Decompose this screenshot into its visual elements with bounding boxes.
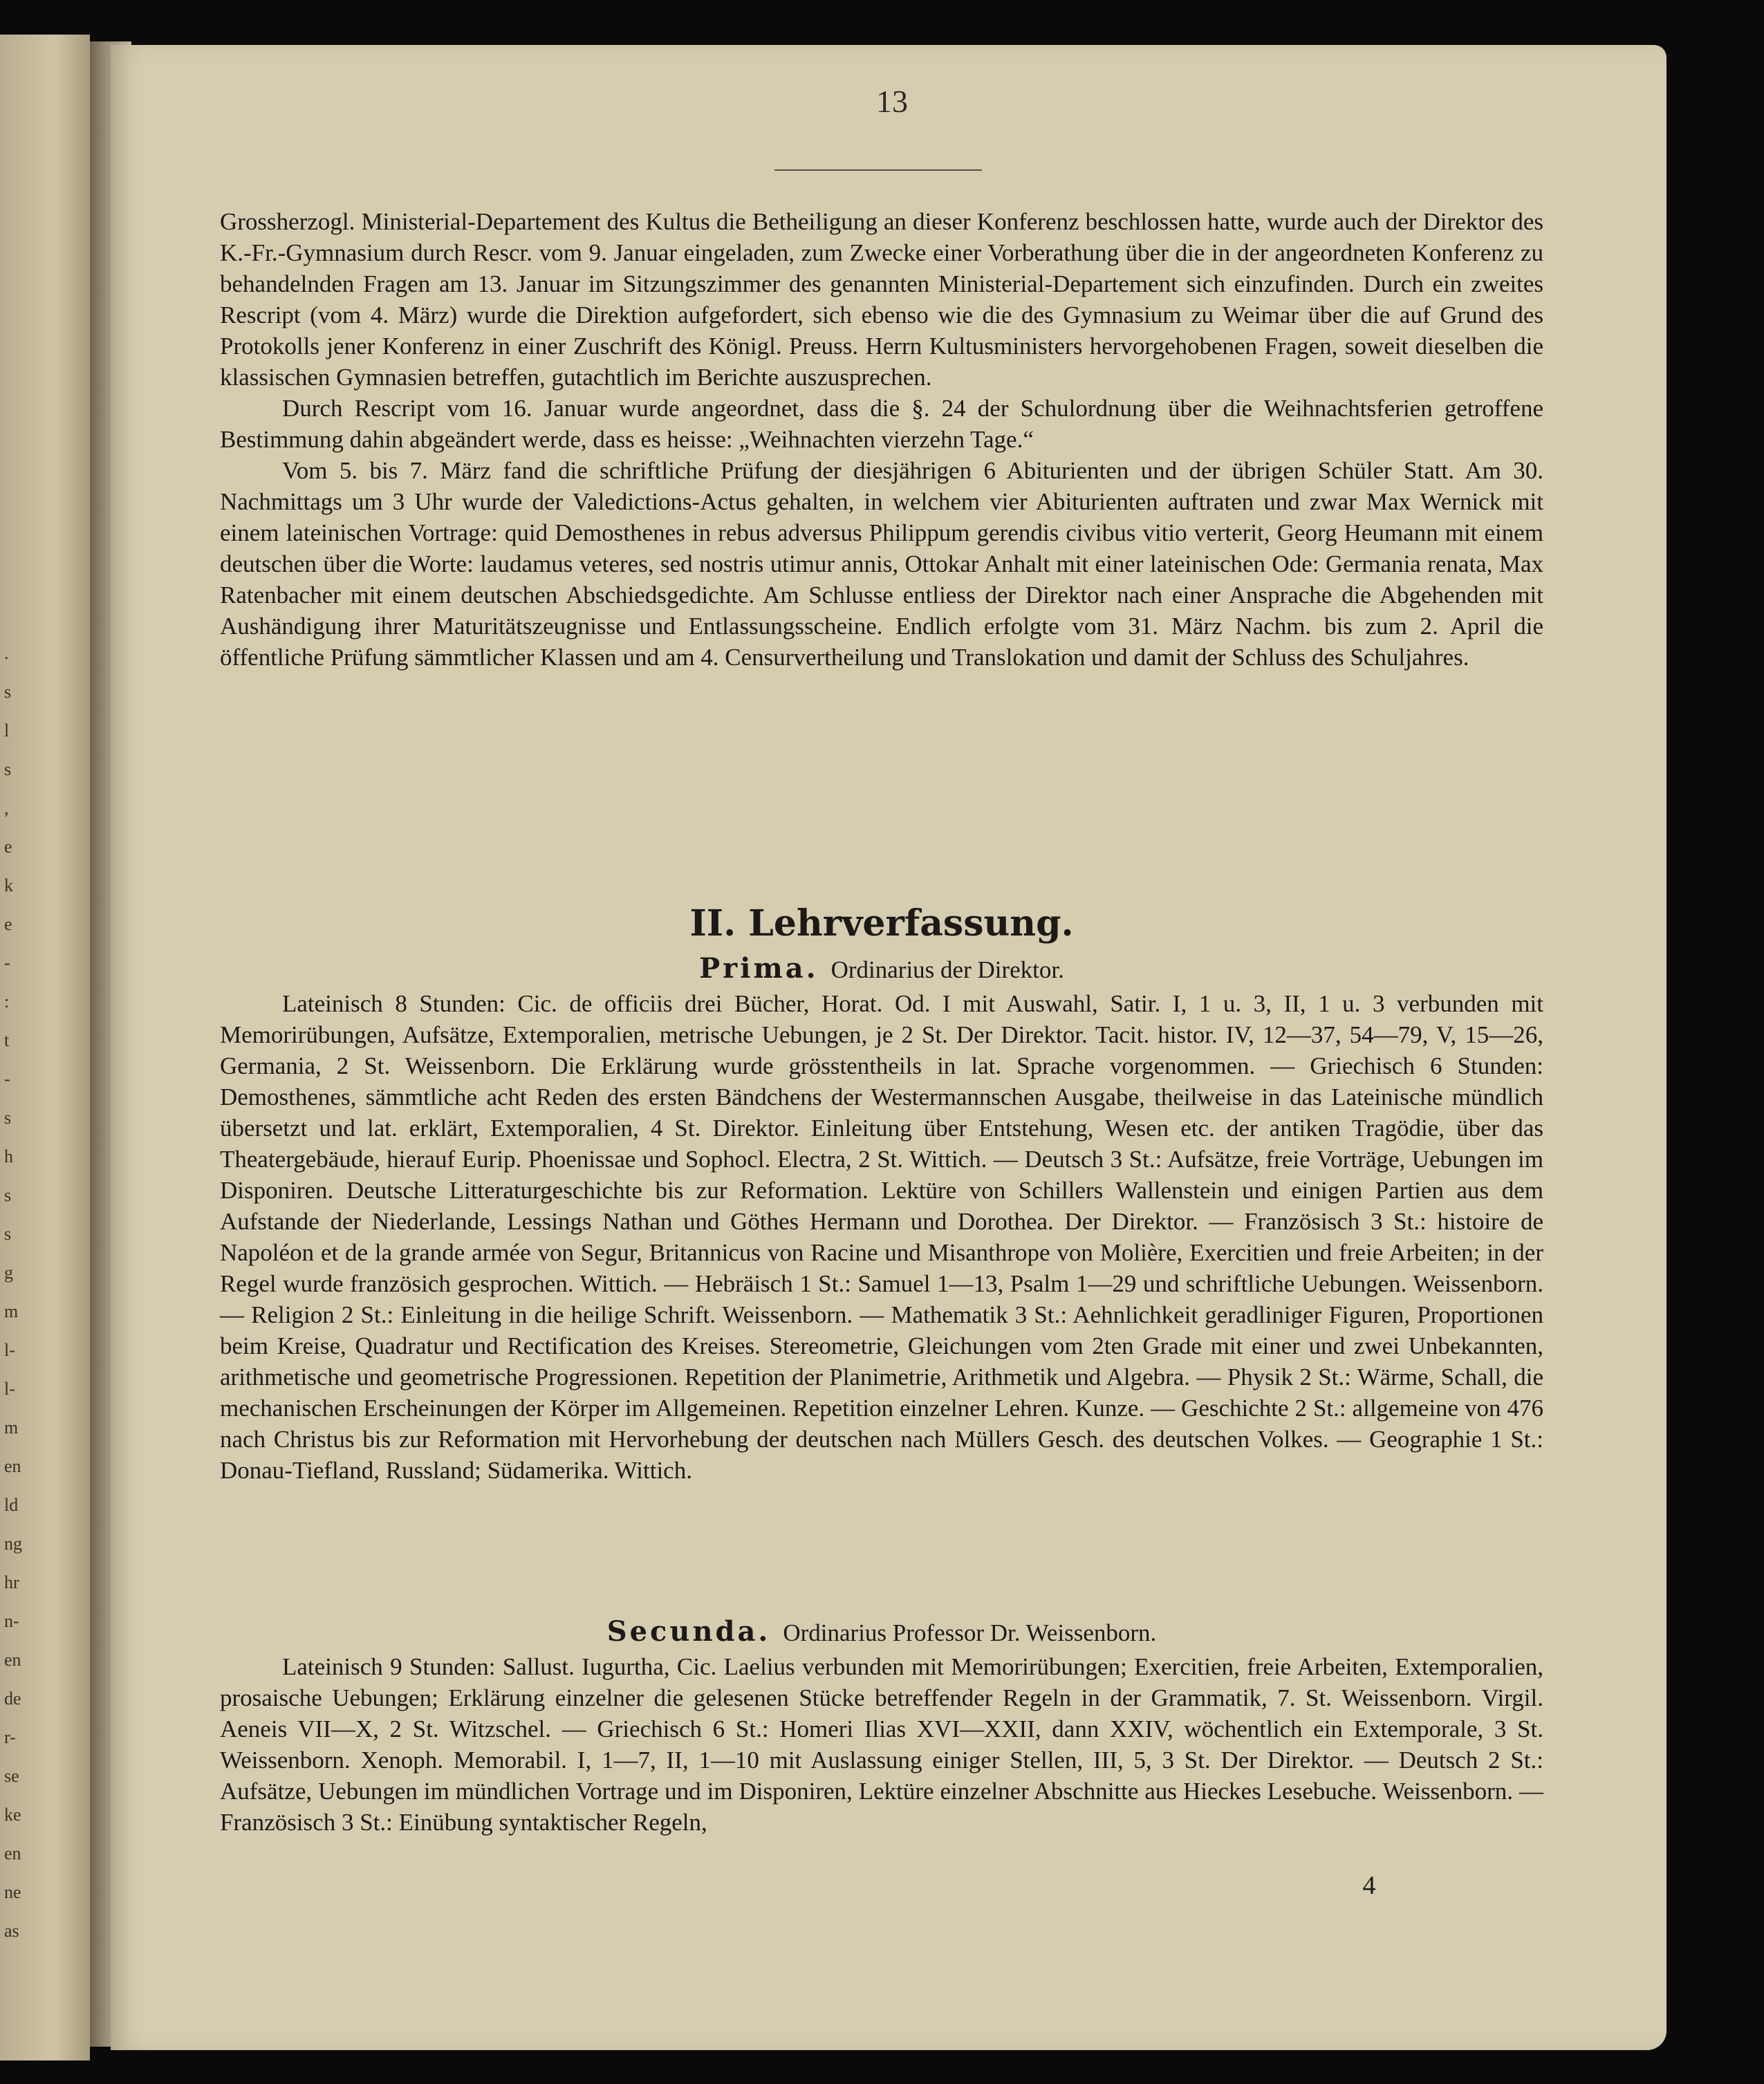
left-fragment: ke [4,1805,21,1825]
left-fragment: n- [4,1611,19,1631]
secunda-ordinarius: Ordinarius Professor Dr. Weissenborn. [783,1619,1157,1646]
left-fragment: e [4,837,12,857]
left-fragment: k [4,875,13,895]
left-facing-page [0,35,90,2060]
left-fragment: m [4,1301,19,1321]
left-fragment: t [4,1030,10,1050]
left-fragment: l- [4,1379,15,1399]
left-page-fragments [0,35,90,2060]
left-fragment: g [4,1263,13,1283]
paragraph-2: Durch Rescript vom 16. Januar wurde angeordnet, dass die §. 24 der Schulordnung über die Weihnachtsferien getroffene Bestimmung dahin abgeändert werde, dass es heisse: „Weihnachten vierzehn Tage.“ [220,395,1543,453]
left-fragment: - [4,1069,10,1089]
left-fragment: h [4,1146,13,1166]
left-fragment: ng [4,1534,22,1554]
left-fragment: ld [4,1495,19,1515]
left-fragment: hr [4,1572,19,1592]
left-fragment: - [4,953,10,973]
left-fragment: s [4,759,12,779]
left-fragment: s [4,1224,12,1244]
left-fragment: s [4,682,12,702]
prima-text: Lateinisch 8 Stunden: Cic. de officiis drei Bücher, Horat. Od. I mit Auswahl, Satir. I, 1 u. 3, II, 1 u. 3 verbunden mit Memorirübungen, Aufsätze, Extemporalien, metrische Uebungen, je 2 St. Der Direktor. Tacit. histor. IV, 12—37, 54—79, V, 15—26, Germania, 2 St. Weissenborn. Die Erklärung wurde grösstentheils in lat. Sprache vorgenommen. — Griechisch 6 Stunden: Demosthenes, sämmtliche acht Reden des ersten Bändchens der Westermannschen Ausgabe, theilweise in das Lateinische mündlich übersetzt und lat. erklärt, Extemporalien, 4 St. Direktor. Einleitung über Entstehung, Wesen etc. der antiken Tragödie, über das Theatergebäude, hierauf Eurip. Phoenissae und Sophocl. Electra, 2 St. Wittich. — Deutsch 3 St.: Aufsätze, freie Vorträge, Uebungen im Disponiren. Deutsche Litteraturgeschichte bis zur Reformation. Lektüre von Schillers Wallenstein und einigen Partien aus dem Aufstande der Niederlande, Lessings Nathan und Göthes Hermann und Dorothea. Der Direktor. — Französisch 3 St.: histoire de Napoléon et de la grande armée von Segur, Britannicus von Racine und Misanthrope von Molière, Exercitien und freie Arbeiten; in der Regel wurde französich gesprochen. Wittich. — Hebräisch 1 St.: Samuel 1—13, Psalm 1—29 und schriftliche Uebungen. Weissenborn. — Religion 2 St.: Einleitung in die heilige Schrift. Weissenborn. — Mathematik 3 St.: Aehnlichkeit geradliniger Figuren, Proportionen beim Kreise, Quadratur und Rectification des Kreises. Stereometrie, Gleichungen vom 2ten Grade mit einer und zwei Unbekannten, arithmetische und geometrische Progressionen. Repetition der Planimetrie, Arithmetik und Algebra. — Physik 2 St.: Wärme, Schall, die mechanischen Erscheinungen der Körper im Allgemeinen. Repetition einzelner Lehren. Kunze. — Geschichte 2 St.: allgemeine von 476 nach Christus bis zur Reformation mit Hervorhebung der deutschen nach Müllers Gesch. des deutschen Volkes. — Geographie 1 St.: Donau-Tiefland, Russland; Südamerika. Wittich. [220,990,1543,1484]
page-number: 13 [876,84,908,119]
left-fragment: as [4,1921,19,1941]
left-fragment: m [4,1417,19,1438]
left-fragment: s [4,1108,12,1128]
prima-ordinarius: Ordinarius der Direktor. [830,956,1064,983]
secunda-section [220,1616,1543,1838]
left-fragment: , [4,798,9,818]
prima-heading [220,953,1543,985]
left-fragment: en [4,1650,21,1670]
signature-mark: 4 [1362,1871,1376,1900]
left-fragment: ne [4,1882,21,1902]
left-fragment: : [4,992,10,1012]
prima-section [220,953,1543,1486]
paragraph-3: Vom 5. bis 7. März fand die schriftliche Prüfung der diesjährigen 6 Abiturienten und der übrigen Schüler Statt. Am 30. Nachmittags um 3 Uhr wurde der Valedictions-Actus gehalten, in welchem vier Abiturienten auftraten und zwar Max Wernick mit einem lateinischen Vortrage: quid Demosthenes in rebus adversus Philippum gerendis civibus vitio verterit, Georg Heumann mit einem deutschen über die Worte: laudamus veteres, sed nostris utimur annis, Ottokar Anhalt mit einer lateinischen Ode: Germania renata, Max Ratenbacher mit einem deutschen Abschiedsgedichte. Am Schlusse entliess der Direktor nach einer Ansprache die Abgehenden mit Aushändigung ihrer Maturitätszeugnisse und Entlassungsscheine. Endlich erfolgte vom 31. März Nachm. bis zum 2. April die öffentliche Prüfung sämmtlicher Klassen und am 4. Censurvertheilung und Translokation und damit der Schluss des Schuljahres. [220,457,1543,671]
left-fragment: en [4,1843,21,1863]
secunda-title: Secunda. [606,1615,771,1648]
secunda-heading [220,1616,1543,1648]
secunda-text: Lateinisch 9 Stunden: Sallust. Iugurtha, Cic. Laelius verbunden mit Memorirübungen; Exercitien, freie Arbeiten, Extemporalien, prosaische Uebungen; Erklärung einzelner die gelesenen Stücke betreffender Regeln in der Grammatik, 7. St. Weissenborn. Virgil. Aeneis VII—X, 2 St. Witzschel. — Griechisch 6 St.: Homeri Ilias XVI—XXII, dann XXIV, wöchentlich ein Extemporale, 3 St. Weissenborn. Xenoph. Memorabil. I, 1—7, II, 1—10 mit Auslassung einiger Stellen, III, 5, 3 St. Der Direktor. — Deutsch 2 St.: Aufsätze, Uebungen im mündlichen Vortrage und im Disponiren, Lektüre einzelner Abschnitte aus Hieckes Lesebuche. Weissenborn. — Französisch 3 St.: Einübung syntaktischer Regeln, [220,1653,1543,1836]
left-fragment: se [4,1766,19,1786]
header-rule [774,169,982,171]
left-fragment: de [4,1688,21,1709]
intro-text [220,206,1543,673]
left-fragment: . [4,643,9,663]
section-heading: II. Lehrverfassung. [689,902,1074,945]
left-fragment: l [4,720,10,741]
left-fragment: l- [4,1340,15,1360]
left-fragment: e [4,914,12,934]
prima-title: Prima. [699,952,819,985]
left-fragment: r- [4,1727,16,1747]
left-fragment: s [4,1185,12,1205]
paragraph-1: Grossherzogl. Ministerial-Departement des Kultus die Betheiligung an dieser Konferenz beschlossen hatte, wurde auch der Direktor des K.-Fr.-Gymnasium durch Rescr. vom 9. Januar eingeladen, zum Zwecke einer Vorberathung über die in der angeordneten Konferenz zu behandelnden Fragen am 13. Januar im Sitzungszimmer des genannten Ministerial-Departement sich einzufinden. Durch ein zweites Rescript (vom 4. März) wurde die Direktion aufgefordert, sich ebenso wie die des Gymnasium zu Weimar über die auf Grund des Protokolls jener Konferenz in einer Zuschrift des Königl. Preuss. Herrn Kultusministers hervorgehobenen Fragen, soweit dieselben die klassischen Gymnasien betreffen, gutachtlich im Berichte auszusprechen. [220,208,1543,391]
left-fragment: en [4,1456,21,1476]
